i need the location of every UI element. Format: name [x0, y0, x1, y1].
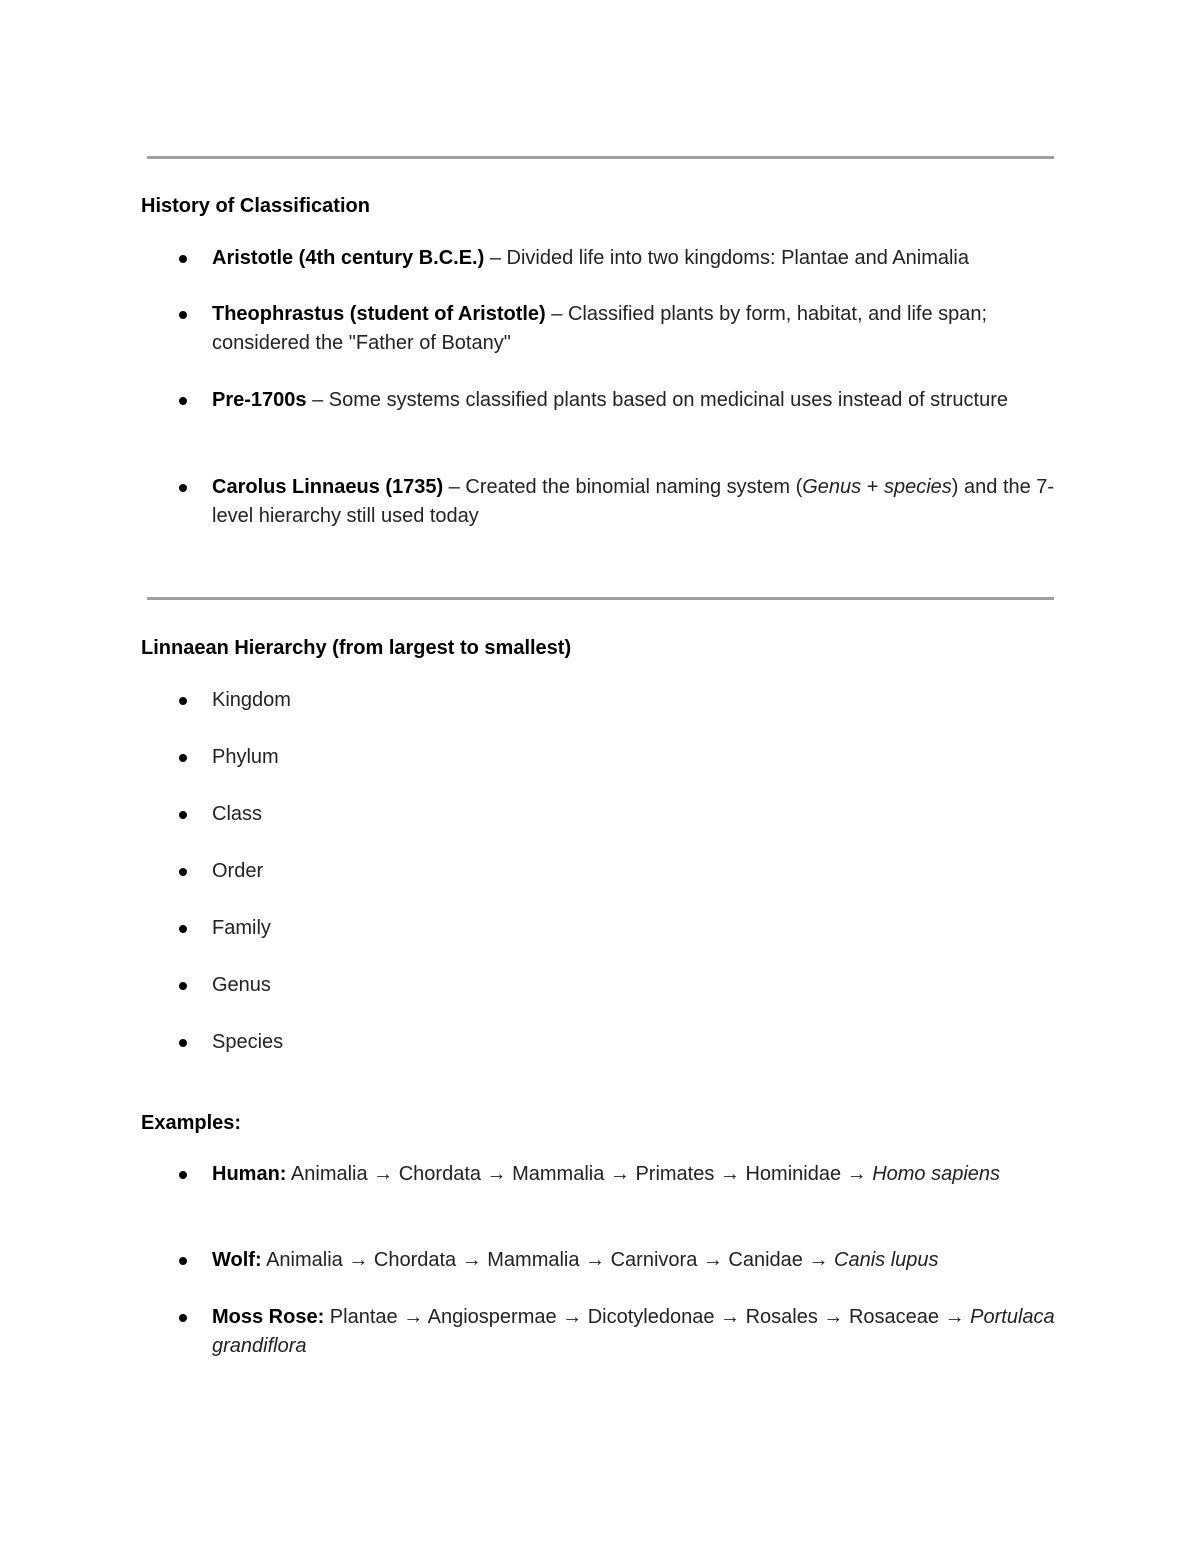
list-item: Order — [212, 860, 264, 882]
list-item — [212, 1246, 1072, 1275]
bullet-icon — [179, 311, 187, 319]
item-term: Pre-1700s — [212, 389, 307, 411]
list-item — [212, 300, 1072, 358]
bullet-icon — [179, 1314, 187, 1322]
species-name: Homo sapiens — [872, 1163, 1001, 1185]
section-heading-hierarchy: Linnaean Hierarchy (from largest to smallest) — [141, 637, 572, 659]
bullet-icon — [179, 811, 187, 819]
species-name: Canis lupus — [834, 1249, 939, 1271]
item-description: – Some systems classified plants based on medicinal uses instead of structure — [306, 389, 1008, 411]
item-term: Moss Rose: — [212, 1306, 325, 1328]
list-item: Class — [212, 803, 263, 825]
item-term: Wolf: — [212, 1249, 262, 1271]
list-item — [212, 244, 1072, 273]
list-item — [212, 386, 1072, 415]
bullet-icon — [179, 1039, 187, 1047]
bullet-icon — [179, 982, 187, 990]
item-term: Carolus Linnaeus (1735) — [212, 476, 444, 498]
horizontal-rule — [147, 597, 1054, 600]
list-item: Kingdom — [212, 689, 291, 711]
bullet-icon — [179, 1257, 187, 1265]
italic-term: species — [883, 476, 952, 498]
list-item: Phylum — [212, 746, 279, 768]
list-item: Genus — [212, 974, 271, 996]
item-description: ) and the 7-level hierarchy still used today — [212, 476, 1055, 527]
bullet-icon — [179, 697, 187, 705]
bullet-icon — [179, 484, 187, 492]
list-item: Species — [212, 1031, 284, 1053]
section-heading-history: History of Classification — [141, 195, 370, 217]
item-term: Human: — [212, 1163, 287, 1185]
item-term: Aristotle (4th century B.C.E.) — [212, 247, 485, 269]
bullet-icon — [179, 1171, 187, 1179]
horizontal-rule — [147, 156, 1054, 159]
bullet-icon — [179, 925, 187, 933]
item-description: – Divided life into two kingdoms: Plantae and Animalia — [484, 247, 969, 269]
italic-term: Genus — [802, 476, 862, 498]
item-description: Animalia → Chordata → Mammalia → Carnivora → Canidae → — [261, 1249, 835, 1271]
item-description: + — [861, 476, 884, 498]
list-item — [212, 1160, 1072, 1189]
list-item — [212, 473, 1072, 531]
bullet-icon — [179, 397, 187, 405]
item-description: Plantae → Angiospermae → Dicotyledonae → Rosales → Rosaceae → — [324, 1306, 971, 1328]
list-item: Family — [212, 917, 271, 939]
bullet-icon — [179, 868, 187, 876]
bullet-icon — [179, 255, 187, 263]
section-heading-examples: Examples: — [141, 1112, 242, 1134]
item-description: Animalia → Chordata → Mammalia → Primates → Hominidae → — [286, 1163, 873, 1185]
list-item — [212, 1303, 1072, 1361]
item-description: – Created the binomial naming system ( — [443, 476, 803, 498]
item-description: – Classified plants by form, habitat, and life span; considered the "Father of Botany" — [212, 303, 988, 354]
bullet-icon — [179, 754, 187, 762]
item-term: Theophrastus (student of Aristotle) — [212, 303, 546, 325]
species-name: Portulaca grandiflora — [212, 1306, 1055, 1357]
